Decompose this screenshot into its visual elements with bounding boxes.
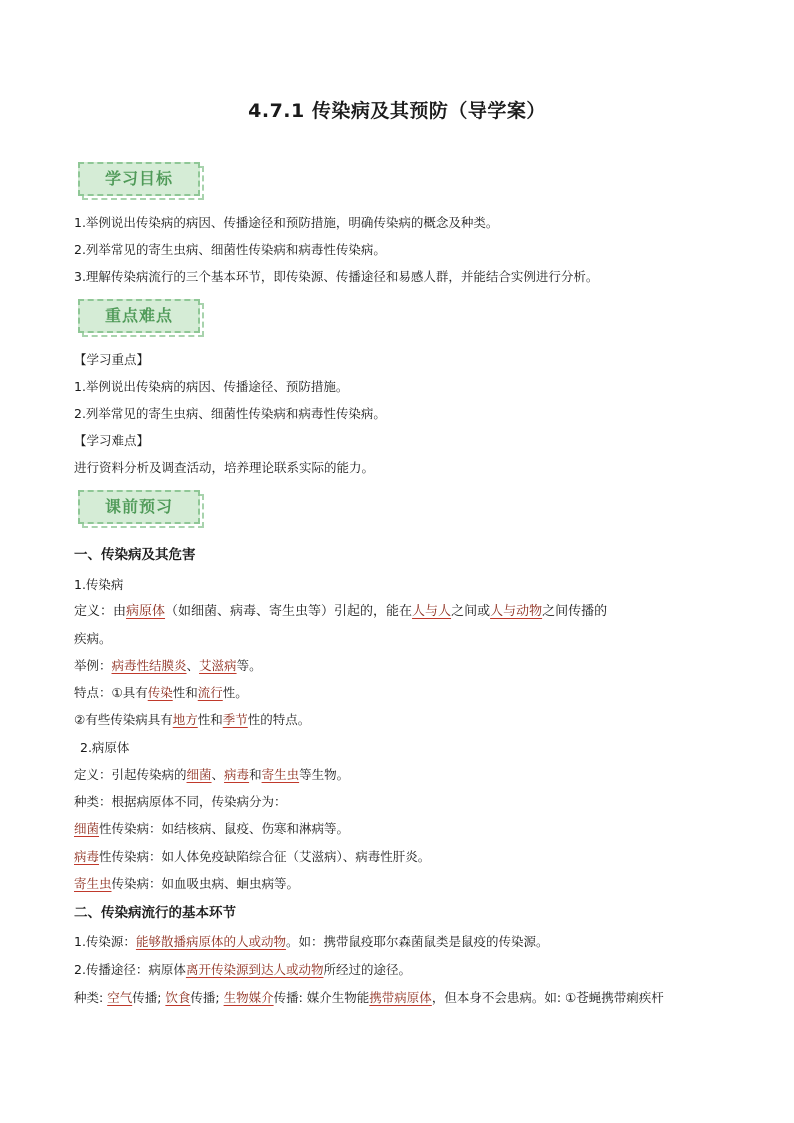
blank-answer: 细菌 (186, 767, 212, 782)
difficulty-header: 【学习难点】 (74, 433, 150, 448)
feature-line-2: ②有些传染病具有地方性和季节性的特点。 (74, 712, 311, 727)
blank-answer: 病毒 (224, 767, 250, 782)
blank-answer: 传染 (147, 685, 173, 700)
section-badge-label: 重点难点 (104, 306, 173, 325)
parasitic-line: 寄生虫传染病：如血吸虫病、蛔虫病等。 (74, 876, 300, 891)
blank-answer: 地方 (172, 712, 198, 727)
blank-answer: 寄生虫 (74, 876, 112, 891)
goal-item: 3.理解传染病流行的三个基本环节，即传染源、传播途径和易感人群，并能结合实例进行分析。 (74, 269, 599, 284)
blank-answer: 季节 (222, 712, 248, 727)
pathogen-definition-line: 定义：引起传染病的细菌、病毒和寄生虫等生物。 (74, 767, 350, 782)
blank-answer: 饮食 (165, 990, 191, 1005)
blank-answer: 病毒 (74, 849, 100, 864)
blank-answer: 寄生虫 (261, 767, 300, 782)
example-line: 举例：病毒性结膜炎、艾滋病等。 (74, 658, 262, 673)
subsection-heading: 1.传染病 (74, 577, 124, 592)
blank-answer: 流行 (197, 685, 223, 700)
blank-answer: 病原体 (126, 604, 166, 619)
definition-line-cont: 疾病。 (74, 631, 112, 646)
goal-item: 1.举例说出传染病的病因、传播途径和预防措施，明确传染病的概念及种类。 (74, 215, 499, 230)
definition-line: 定义：由病原体（如细菌、病毒、寄生虫等）引起的，能在人与人之间或人与动物之间传播的 (74, 604, 608, 619)
blank-answer: 人与人 (412, 604, 452, 619)
blank-answer: 能够散播病原体的人或动物 (135, 934, 286, 949)
route-line: 2.传播途径：病原体离开传染源到达人或动物所经过的途径。 (74, 962, 411, 977)
source-line: 1.传染源：能够散播病原体的人或动物。如：携带鼠疫耶尔森菌鼠类是鼠疫的传染源。 (74, 934, 549, 949)
blank-answer: 病毒性结膜炎 (111, 658, 187, 673)
viral-line: 病毒性传染病：如人体免疫缺陷综合征（艾滋病）、病毒性肝炎。 (74, 849, 431, 864)
blank-answer: 携带病原体 (369, 990, 432, 1005)
goal-item: 2.列举常见的寄生虫病、细菌性传染病和病毒性传染病。 (74, 242, 386, 257)
difficulty-item: 进行资料分析及调查活动，培养理论联系实际的能力。 (74, 460, 375, 475)
feature-line: 特点：①具有传染性和流行性。 (74, 685, 248, 700)
subsection-heading: 2.病原体 (80, 740, 130, 755)
blank-answer: 空气 (107, 990, 133, 1005)
page-title: 4.7.1 传染病及其预防（导学案） (248, 100, 546, 122)
section-badge-goals (78, 162, 204, 200)
section-heading: 一、传染病及其危害 (74, 547, 196, 563)
section-badge-label: 学习目标 (104, 169, 173, 188)
section-heading: 二、传染病流行的基本环节 (74, 905, 236, 921)
blank-answer: 细菌 (74, 821, 100, 836)
kinds-line: 种类：根据病原体不同，传染病分为： (74, 794, 287, 809)
focus-item: 1.举例说出传染病的病因、传播途径、预防措施。 (74, 379, 349, 394)
section-badge-key-points (78, 299, 204, 337)
route-types-line: 种类: 空气传播; 饮食传播; 生物媒介传播: 媒介生物能携带病原体，但本身不会患病。如: ①苍蝇携带痢疾杆 (74, 990, 664, 1005)
blank-answer: 生物媒介 (223, 990, 274, 1005)
blank-answer: 人与动物 (490, 604, 543, 619)
blank-answer: 离开传染源到达人或动物 (185, 962, 324, 977)
section-badge-preview (78, 490, 204, 528)
blank-answer: 艾滋病 (199, 658, 237, 673)
focus-header: 【学习重点】 (74, 352, 150, 367)
section-badge-label: 课前预习 (104, 497, 173, 516)
focus-item: 2.列举常见的寄生虫病、细菌性传染病和病毒性传染病。 (74, 406, 386, 421)
bacterial-line: 细菌性传染病：如结核病、鼠疫、伤寒和淋病等。 (74, 821, 350, 836)
